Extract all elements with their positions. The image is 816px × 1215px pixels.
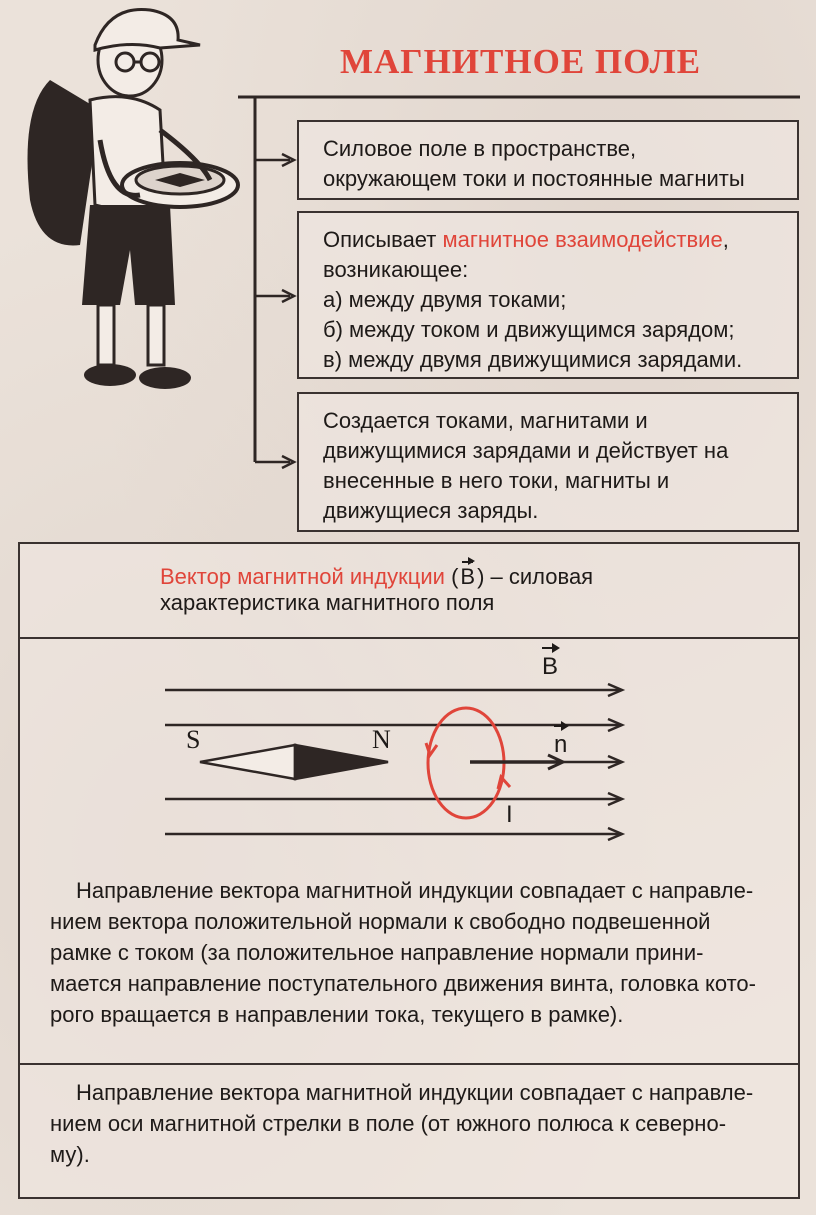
interaction-line-2: возникающее: [323,257,469,282]
interaction-line-1 [323,225,777,255]
para1-line-4: мается направление поступательного движения винта, головка кото- [50,971,756,996]
definition-box [297,120,799,200]
vector-close-paren: ) [477,564,485,589]
label-b-text: B [542,653,559,680]
interaction-box [297,211,799,379]
vector-b-symbol: B [460,564,476,589]
interaction-suffix: , [722,227,729,252]
para1-line-2: нием вектора положительной нормали к свободно подвешенной [50,909,711,934]
para1-line-5: рого вращается в направлении тока, текущего в рамке). [50,1002,624,1027]
interaction-line-4: б) между током и движущимся зарядом; [323,317,735,342]
label-b [542,653,558,681]
normal-direction-paragraph [50,875,790,1030]
para2-line-3: му). [50,1142,90,1167]
label-normal [554,731,567,759]
label-normal-text: n [554,731,568,758]
vector-definition-section [18,542,800,639]
definition-line-1: Силовое поле в пространстве, [323,136,637,161]
source-line-1: Создается токами, магнитами и [323,408,648,433]
needle-direction-paragraph [50,1077,790,1170]
vector-definition-text [160,564,593,616]
vector-highlight: Вектор магнитной индукции [160,564,445,589]
definition-line-2: окружающем токи и постоянные магниты [323,166,745,191]
interaction-line-5: в) между двумя движущимися зарядами. [323,347,743,372]
interaction-line-3: а) между двумя токами; [323,287,567,312]
label-n: N [372,725,391,754]
label-s: S [186,725,201,754]
source-line-2: движущимися зарядами и действует на [323,438,729,463]
needle-direction-section [18,1063,800,1199]
diagram-section [18,637,800,1065]
interaction-prefix: Описывает [323,227,443,252]
field-lines-diagram [20,639,802,869]
source-box [297,392,799,532]
vector-line-2: характеристика магнитного поля [160,590,495,615]
vector-line-1 [160,564,593,590]
source-line-3: внесенные в него токи, магниты и [323,468,670,493]
para1-line-1: Направление вектора магнитной индукции совпадает с направле- [76,878,754,903]
vector-rest: – силовая [484,564,594,589]
para1-line-3: рамке с током (за положительное направление нормали прини- [50,940,704,965]
compass-needle-south [200,745,295,779]
interaction-highlight: магнитное взаимодействие [442,227,723,252]
para2-line-2: нием оси магнитной стрелки в поле (от южного полюса к северно- [50,1111,727,1136]
source-line-4: движущиеся заряды. [323,498,539,523]
para2-line-1: Направление вектора магнитной индукции совпадает с направле- [76,1080,754,1105]
label-current: I [506,801,513,828]
vector-open-paren: ( [444,564,459,589]
page-title: МАГНИТНОЕ ПОЛЕ [340,42,702,81]
